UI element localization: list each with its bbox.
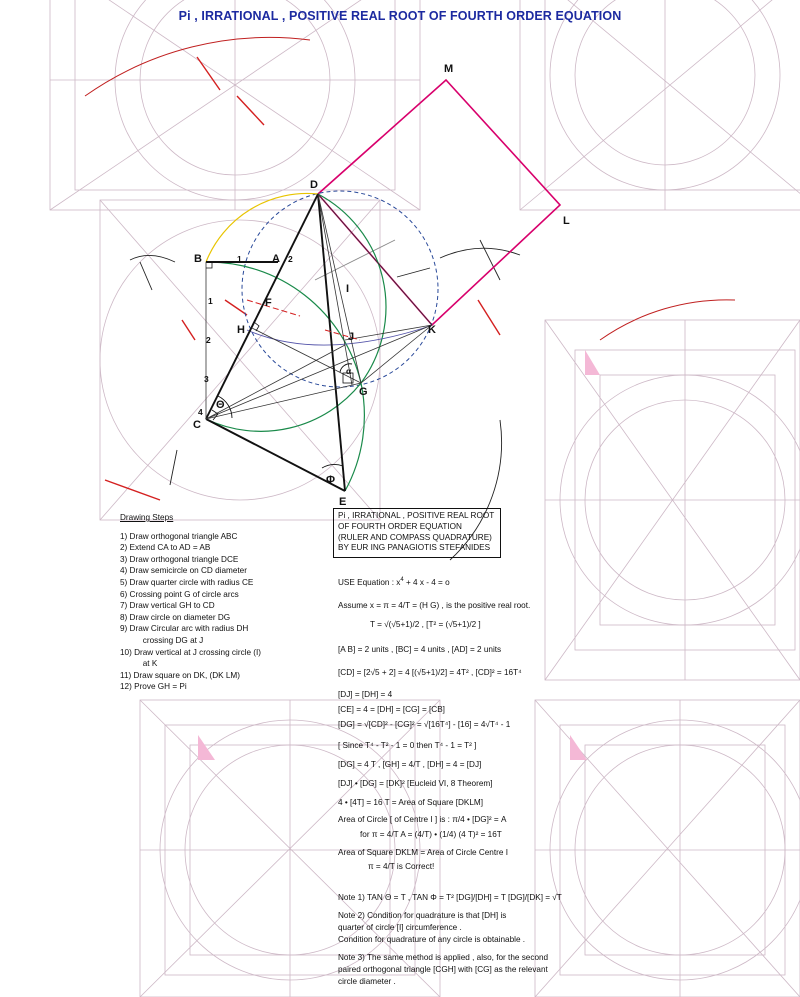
step-item: 11) Draw square on DK, (DK LM): [120, 670, 240, 680]
step-item: crossing DG at J: [120, 635, 204, 645]
note1-line: Note 1) TAN Θ = T , TAN Φ = T² [DG]/[DH] = T [DG]/[DK] = √T: [338, 893, 562, 902]
tick-mark: [140, 262, 152, 290]
red-mark: [182, 320, 195, 340]
red-mark: [197, 57, 220, 90]
step-item: 1) Draw orthogonal triangle ABC: [120, 531, 238, 541]
side-label: 2: [206, 335, 211, 345]
tile-right-middle: [545, 320, 800, 680]
dj-dg-line: [DJ] • [DG] = [DK]² [Eucleid VI, 8 Theorem]: [338, 779, 493, 788]
label-f: F: [265, 297, 272, 309]
step-item: 4) Draw semicircle on CD diameter: [120, 566, 247, 576]
pink-marker: [570, 735, 587, 760]
red-mark: [478, 300, 500, 335]
tick-mark: [480, 240, 500, 280]
cd-line: [CD] = [2√5 + 2] = 4 [(√5+1)/2] = 4T² , [CD]² = 16T⁴: [338, 668, 522, 677]
exponent: 4: [400, 577, 404, 583]
step-item: 8) Draw circle on diameter DG: [120, 612, 231, 622]
side-label: 3: [204, 374, 209, 384]
side-label: 4: [198, 407, 203, 417]
tile-left-middle: [100, 200, 380, 520]
tick-mark: [397, 268, 430, 277]
label-a: A: [272, 253, 280, 265]
step-item: 6) Crossing point G of circle arcs: [120, 589, 239, 599]
step-item: 5) Draw quarter circle with radius CE: [120, 577, 254, 587]
line-ck: [206, 325, 432, 419]
equal-line: Area of Square DKLM = Area of Circle Centre I: [338, 848, 508, 857]
dj-line: [DJ] = [DH] = 4: [338, 690, 393, 699]
area-circle-line: Area of Circle [ of Centre I ] is : π/4 • [DG]² = A: [338, 815, 507, 824]
line-dk: [318, 194, 432, 325]
line-cj: [206, 345, 345, 419]
label-d: D: [310, 179, 318, 191]
label-h: H: [237, 324, 245, 336]
label-m: M: [444, 63, 454, 75]
dg-line: [DG] = √[CD]² - [CG]² = √[16T⁴] - [16] = 4√T⁴ - 1: [338, 720, 511, 729]
note3-line: paired orthogonal triangle [CGH] with [CG] as the relevant: [338, 965, 548, 974]
since-line: [ Since T⁴ - T² - 1 = 0 then T⁴ - 1 = T² ]: [338, 741, 477, 750]
steps-heading: Drawing Steps: [120, 513, 174, 522]
angle-phi: Φ: [326, 474, 336, 486]
equation-line: [338, 577, 450, 587]
arc-dh: [247, 326, 430, 345]
step-item: 12) Prove GH = Pi: [120, 682, 187, 692]
author-box: [333, 508, 501, 558]
step-item: at K: [120, 659, 158, 669]
assume-line: Assume x = π = 4/T = (H G) , is the positive real root.: [338, 601, 531, 610]
step-item: 9) Draw Circular arc with radius DH: [120, 624, 249, 634]
label-k: K: [428, 324, 436, 336]
label-c: C: [193, 419, 201, 431]
box-line: (RULER AND COMPASS QUADRATURE): [338, 532, 492, 542]
equation-text: USE Equation : x: [338, 578, 401, 587]
drawing-steps: [120, 512, 325, 693]
for-pi-line: for π = 4/T A = (4/T) • (1/4) (4 T)² = 16T: [360, 830, 502, 839]
correct-line: π = 4/T is Correct!: [368, 862, 435, 871]
construction-diagram: [206, 80, 560, 491]
line-ce: [206, 419, 345, 491]
note2-line: Note 2) Condition for quadrature is that [DH] is: [338, 911, 507, 920]
square-dklm: [318, 80, 560, 325]
angle-alpha: α: [346, 366, 352, 376]
dg2-line: [DG] = 4 T , [GH] = 4/T , [DH] = 4 = [DJ]: [338, 760, 482, 769]
tick-mark: [170, 450, 177, 485]
side-label: 1: [208, 296, 213, 306]
step-item: 10) Draw vertical at J crossing circle (I): [120, 647, 262, 657]
label-e: E: [339, 496, 347, 508]
line-de: [318, 194, 345, 491]
label-i: I: [346, 283, 350, 295]
red-dash: [247, 300, 300, 316]
line-gk: [361, 325, 432, 383]
pink-marker: [585, 350, 600, 375]
units-line: [A B] = 2 units , [BC] = 4 units , [AD] = 2 units: [338, 645, 502, 654]
label-j: J: [348, 331, 355, 343]
red-mark: [237, 96, 264, 125]
box-line: BY EUR ING PANAGIOTIS STEFANIDES: [338, 543, 491, 553]
step-item: 3) Draw orthogonal triangle DCE: [120, 554, 239, 564]
note2-line: Condition for quadrature of any circle is obtainable .: [338, 935, 526, 944]
note3-line: Note 3) The same method is applied , also, for the second: [338, 953, 549, 962]
note2-line: quarter of circle [I] circumference .: [338, 923, 462, 932]
side-label: 2: [288, 254, 293, 264]
tile-top-right: [520, 0, 800, 210]
note3-line: circle diameter .: [338, 977, 396, 986]
black-arc: [130, 255, 175, 262]
box-line: Pi , IRRATIONAL , POSITIVE REAL ROOT: [338, 511, 495, 520]
angle-theta: Θ: [216, 399, 225, 411]
page-title: Pi , IRRATIONAL , POSITIVE REAL ROOT OF FOURTH ORDER EQUATION: [178, 9, 622, 23]
box-line: OF FOURTH ORDER EQUATION: [338, 521, 462, 531]
label-g: G: [359, 386, 368, 398]
area-square-line: 4 • [4T] = 16 T = Area of Square [DKLM]: [338, 798, 484, 807]
step-item: 7) Draw vertical GH to CD: [120, 601, 215, 611]
step-item: 2) Extend CA to AD = AB: [120, 543, 211, 553]
tile-top-left: [50, 0, 420, 210]
t-definition: T = √(√5+1)/2 , [T² = (√5+1)/2 ]: [370, 620, 481, 629]
ce-line: [CE] = 4 = [DH] = [CG] = [CB]: [338, 705, 445, 714]
label-b: B: [194, 253, 202, 265]
label-l: L: [563, 215, 570, 227]
equation-text: + 4 x - 4 = o: [403, 578, 450, 587]
red-arc: [85, 37, 310, 96]
pink-marker: [198, 735, 215, 760]
side-label: 1: [237, 254, 242, 264]
